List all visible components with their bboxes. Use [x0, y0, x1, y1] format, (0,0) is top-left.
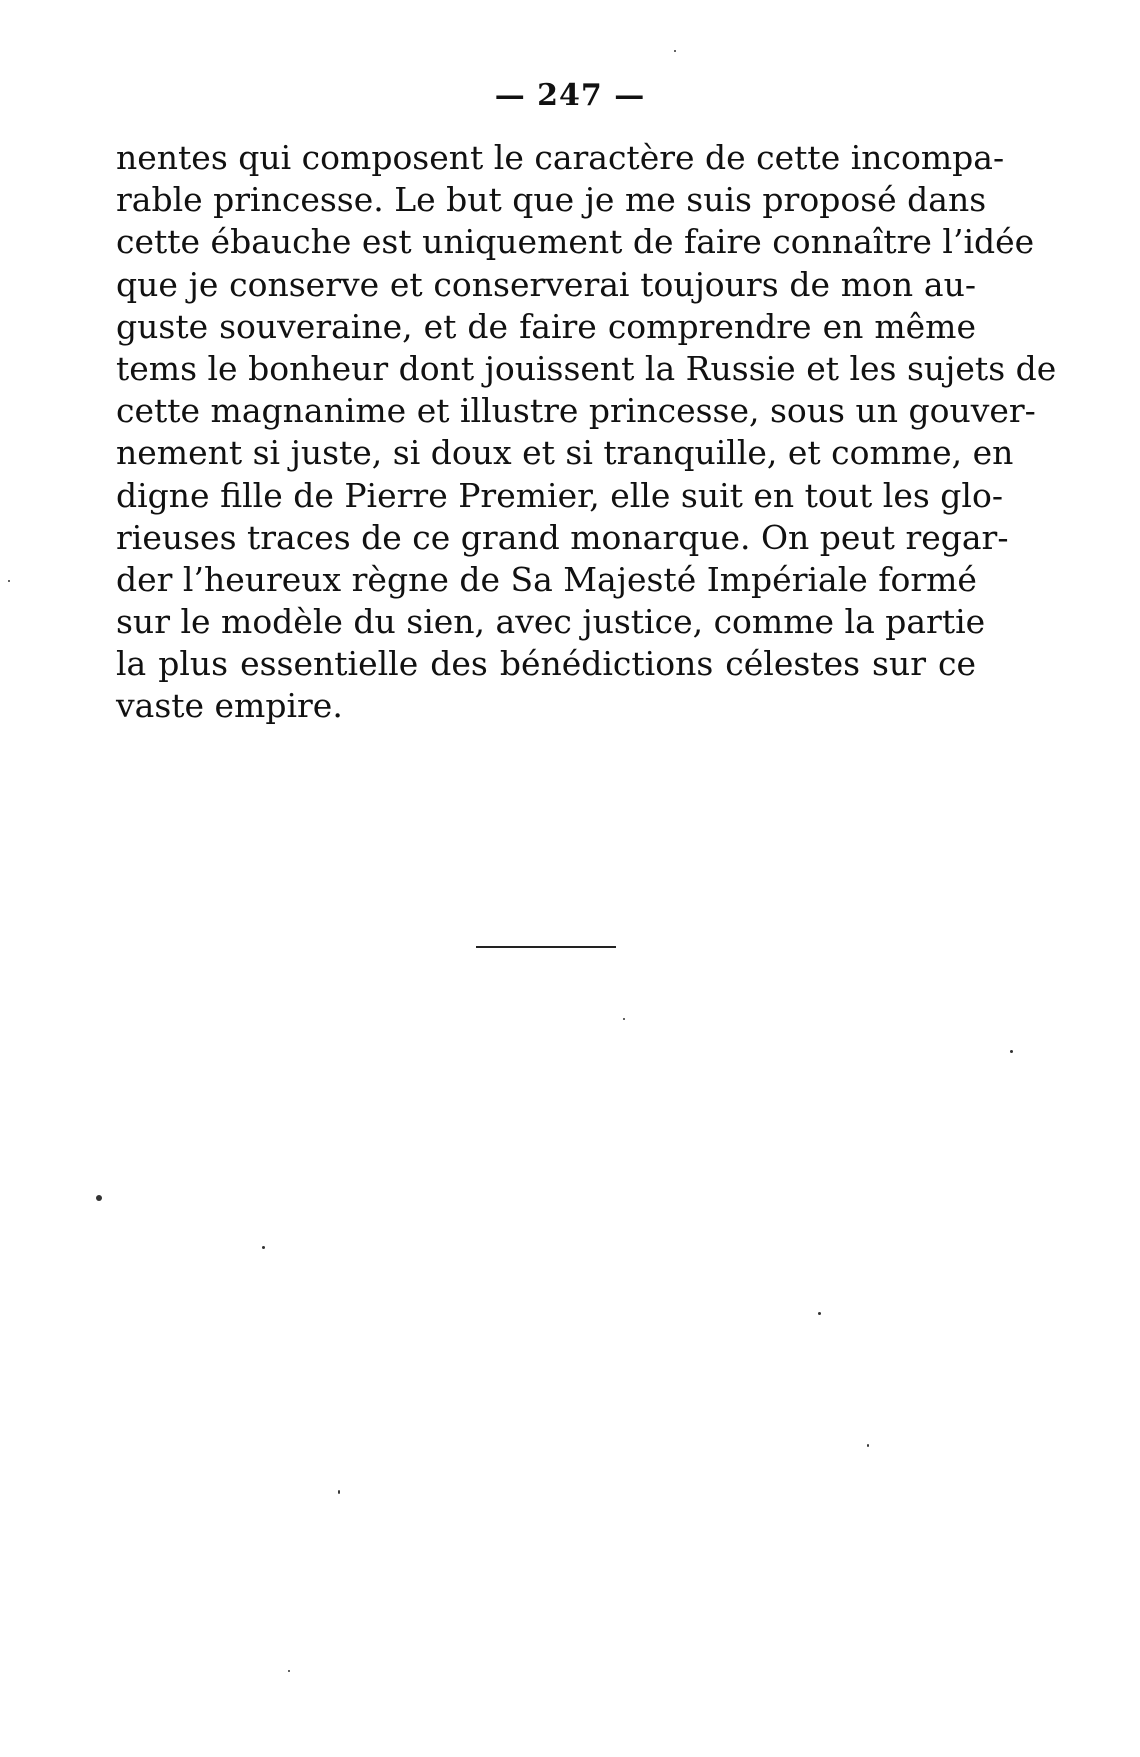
scan-speck [674, 50, 676, 52]
body-text [116, 137, 1057, 728]
scan-speck [623, 1018, 625, 1020]
end-rule [476, 946, 616, 948]
scan-speck [262, 1246, 265, 1249]
scan-speck [8, 580, 10, 582]
text-line: la plus essentielle des bénédictions célestes sur ce [116, 644, 976, 684]
text-line: digne fille de Pierre Premier, elle suit en tout les glo- [116, 475, 1003, 515]
text-line: vaste empire. [116, 686, 343, 726]
text-line: guste souveraine, et de faire comprendre en même [116, 306, 976, 346]
scan-speck [338, 1490, 340, 1494]
text-line: tems le bonheur dont jouissent la Russie et les sujets de [116, 348, 1057, 388]
text-line: cette magnanime et illustre princesse, sous un gouver- [116, 391, 1036, 431]
text-line: rieuses traces de ce grand monarque. On peut regar- [116, 517, 1009, 557]
text-line: rable princesse. Le but que je me suis proposé dans [116, 180, 987, 220]
scan-speck [867, 1444, 869, 1447]
scan-speck [288, 1670, 290, 1672]
scan-speck [818, 1312, 821, 1315]
text-line: sur le modèle du sien, avec justice, comme la partie [116, 602, 986, 642]
text-line: nentes qui composent le caractère de cette incompa- [116, 138, 1005, 177]
text-line: der l’heureux règne de Sa Majesté Impériale formé [116, 559, 977, 599]
text-line: nement si juste, si doux et si tranquille, et comme, en [116, 433, 1014, 473]
text-line: que je conserve et conserverai toujours de mon au- [116, 264, 976, 304]
page-number: — 247 — [494, 78, 646, 113]
text-line: cette ébauche est uniquement de faire connaître l’idée [116, 222, 1035, 262]
scan-speck [96, 1195, 102, 1201]
scan-speck [1010, 1050, 1013, 1053]
